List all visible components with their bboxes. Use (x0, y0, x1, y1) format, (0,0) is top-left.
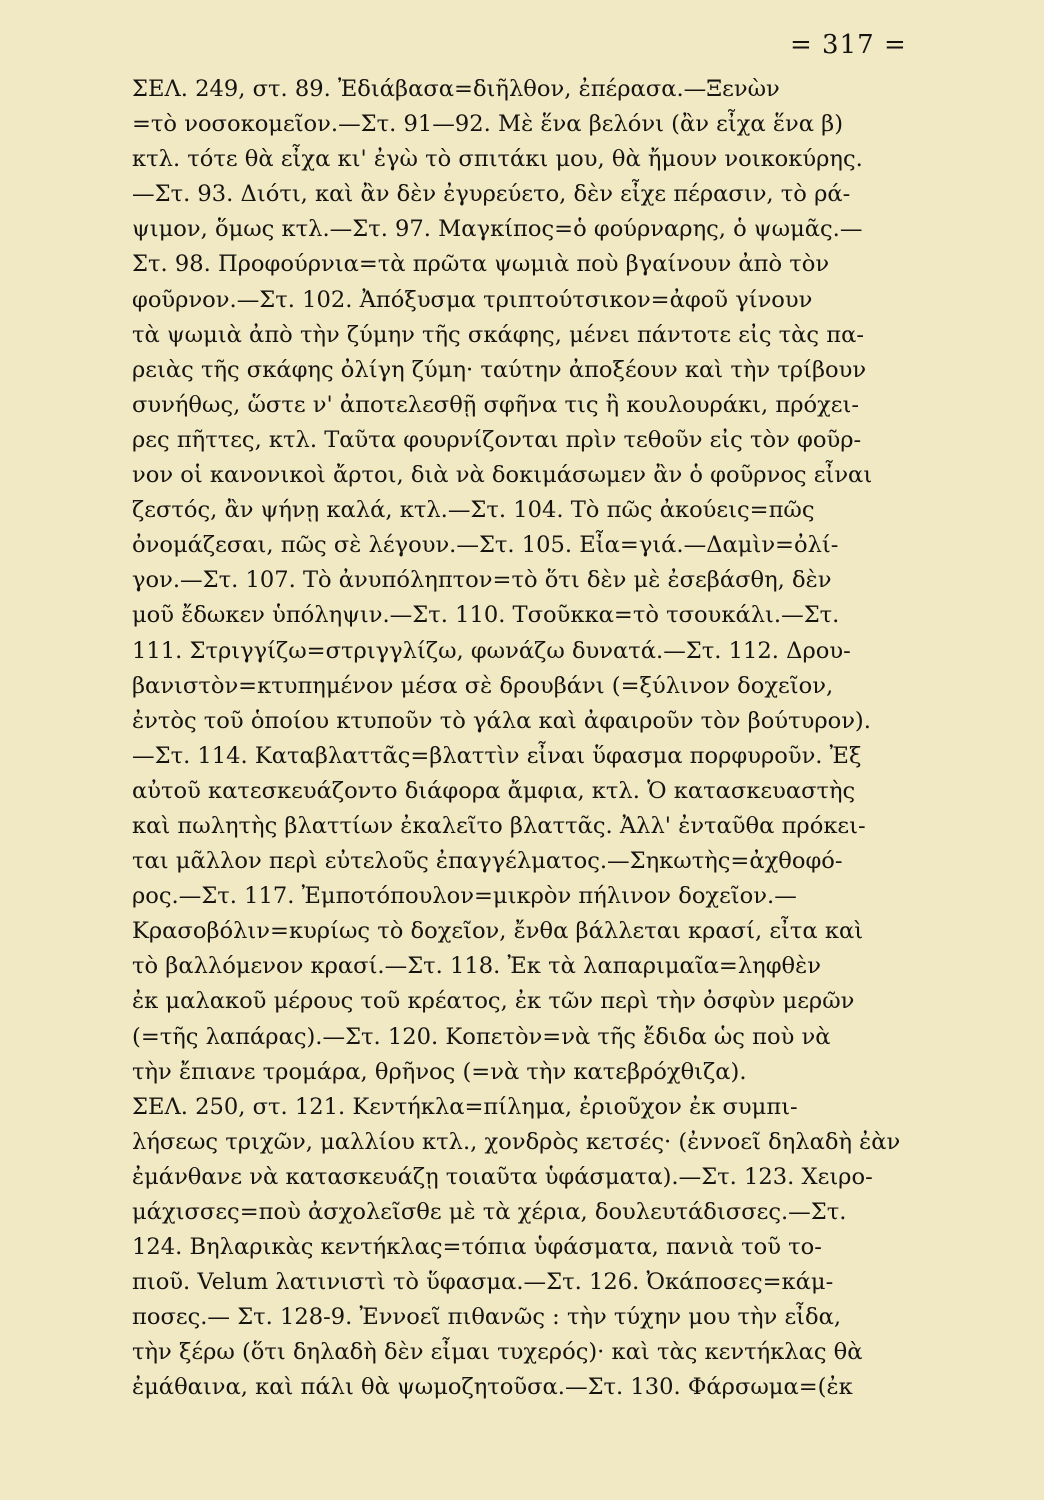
text-line: φοῦρνον.—Στ. 102. Ἀπόξυσμα τριπτούτσικον=ἀφοῦ γίνουν (132, 286, 813, 313)
text-line: ποσες.— Στ. 128-9. Ἐννοεῖ πιθανῶς : τὴν τύχην μου τὴν εἶδα, (132, 1304, 842, 1331)
text-line: μοῦ ἔδωκεν ὑπόληψιν.—Στ. 110. Τσοῦκκα=τὸ τσουκάλι.—Στ. (132, 602, 840, 629)
text-line: ΣΕΛ. 250, στ. 121. Κεντήκλα=πίλημα, ἐριοῦχον ἐκ συμπι- (132, 1093, 798, 1120)
text-line: ἐκ μαλακοῦ μέρους τοῦ κρέατος, ἐκ τῶν περὶ τὴν ὀσφὺν μερῶν (132, 988, 855, 1015)
text-line: Στ. 98. Προφούρνια=τὰ πρῶτα ψωμιὰ ποὺ βγαίνουν ἀπὸ τὸν (132, 251, 830, 278)
text-line: ρες πῆττες, κτλ. Ταῦτα φουρνίζονται πρὶν τεθοῦν εἰς τὸν φοῦρ- (132, 426, 862, 453)
text-line: ψιμον, ὅμως κτλ.—Στ. 97. Μαγκίπος=ὁ φούρναρης, ὁ ψωμᾶς.— (132, 216, 863, 243)
text-line: τὰ ψωμιὰ ἀπὸ τὴν ζύμην τῆς σκάφης, μένει πάντοτε εἰς τὰς πα- (132, 321, 865, 348)
text-line: ζεστός, ἂν ψήνῃ καλά, κτλ.—Στ. 104. Τὸ πῶς ἀκούεις=πῶς (132, 497, 815, 524)
text-line: ρος.—Στ. 117. Ἐμποτόπουλον=μικρὸν πήλινον δοχεῖον.— (132, 883, 797, 910)
text-line: τὸ βαλλόμενον κρασί.—Στ. 118. Ἐκ τὰ λαπαριμαῖα=ληφθὲν (132, 953, 821, 980)
text-line: τὴν ξέρω (ὅτι δηλαδὴ δὲν εἶμαι τυχερός)· καὶ τὰς κεντήκλας θὰ (132, 1339, 863, 1366)
page-number: = 317 = (790, 30, 907, 60)
text-line: ἐντὸς τοῦ ὁποίου κτυποῦν τὸ γάλα καὶ ἀφαιροῦν τὸν βούτυρον). (132, 707, 871, 734)
text-line: 111. Στριγγίζω=στριγγλίζω, φωνάζω δυνατά.—Στ. 112. Δρου- (132, 637, 851, 664)
text-line: —Στ. 93. Διότι, καὶ ἂν δὲν ἐγυρεύετο, δὲν εἶχε πέρασιν, τὸ ρά- (132, 181, 851, 208)
text-line: ἐμάθαινα, καὶ πάλι θὰ ψωμοζητοῦσα.—Στ. 130. Φάρσωμα=(ἐκ (132, 1374, 853, 1401)
text-line: —Στ. 114. Καταβλαττᾶς=βλαττὶν εἶναι ὕφασμα πορφυροῦν. Ἐξ (132, 742, 862, 769)
text-line: τὴν ἔπιανε τρομάρα, θρῆνος (=νὰ τὴν κατεβρόχθιζα). (132, 1058, 747, 1085)
text-line: βανιστὸν=κτυπημένον μέσα σὲ δρουβάνι (=ξύλινον δοχεῖον, (132, 672, 834, 699)
text-line: πιοῦ. Velum λατινιστὶ τὸ ὕφασμα.—Στ. 126. Ὀκάποσες=κάμ- (132, 1269, 834, 1296)
text-line: γον.—Στ. 107. Τὸ ἀνυπόληπτον=τὸ ὅτι δὲν μὲ ἐσεβάσθη, δὲν (132, 567, 832, 594)
body-text (132, 72, 932, 1406)
text-line: (=τῆς λαπάρας).—Στ. 120. Κοπετὸν=νὰ τῆς ἔδιδα ὡς ποὺ νὰ (132, 1023, 831, 1050)
text-line: κτλ. τότε θὰ εἶχα κι' ἐγὼ τὸ σπιτάκι μου, θὰ ἤμουν νοικοκύρης. (132, 146, 863, 173)
text-line: νον οἱ κανονικοὶ ἄρτοι, διὰ νὰ δοκιμάσωμεν ἂν ὁ φοῦρνος εἶναι (132, 462, 873, 489)
text-line: ρειὰς τῆς σκάφης ὀλίγη ζύμη· ταύτην ἀποξέουν καὶ τὴν τρίβουν (132, 356, 867, 383)
text-line: ὀνομάζεσαι, πῶς σὲ λέγουν.—Στ. 105. Εἶα=γιά.—Δαμὶν=ὀλί- (132, 532, 839, 559)
text-line: μάχισσες=ποὺ ἀσχολεῖσθε μὲ τὰ χέρια, δουλευτάδισσες.—Στ. (132, 1199, 847, 1225)
text-line: Κρασοβόλιν=κυρίως τὸ δοχεῖον, ἔνθα βάλλεται κρασί, εἶτα καὶ (132, 918, 864, 945)
text-line: ται μᾶλλον περὶ εὐτελοῦς ἐπαγγέλματος.—Σηκωτὴς=ἀχθοφό- (132, 848, 843, 875)
text-line: ΣΕΛ. 249, στ. 89. Ἐδιάβασα=διῆλθον, ἐπέρασα.—Ξενὼν (132, 76, 780, 102)
text-line: ἐμάνθανε νὰ κατασκευάζῃ τοιαῦτα ὑφάσματα).—Στ. 123. Χειρο- (132, 1163, 873, 1190)
text-line: 124. Βηλαρικὰς κεντήκλας=τόπια ὑφάσματα, πανιὰ τοῦ το- (132, 1234, 822, 1261)
text-line: =τὸ νοσοκομεῖον.—Στ. 91—92. Μὲ ἕνα βελόνι (ἂν εἶχα ἕνα β) (132, 111, 844, 138)
text-line: συνήθως, ὥστε ν' ἀποτελεσθῇ σφῆνα τις ἢ κουλουράκι, πρόχει- (132, 391, 860, 418)
text-line: αὐτοῦ κατεσκευάζοντο διάφορα ἄμφια, κτλ. Ὁ κατασκευαστὴς (132, 777, 856, 804)
text-line: καὶ πωλητὴς βλαττίων ἐκαλεῖτο βλαττᾶς. Ἀλλ' ἐνταῦθα πρόκει- (132, 812, 866, 839)
text-line: λήσεως τριχῶν, μαλλίου κτλ., χονδρὸς κετσές· (ἐννοεῖ δηλαδὴ ἐὰν (132, 1128, 901, 1155)
